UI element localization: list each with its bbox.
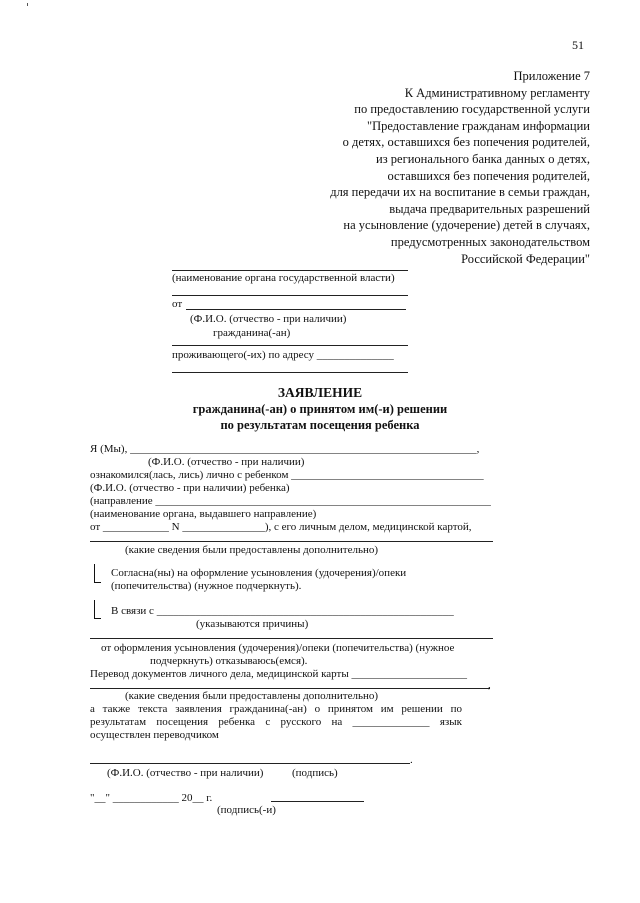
signatures-line xyxy=(271,801,364,802)
organ-line xyxy=(172,270,408,271)
scan-mark xyxy=(27,3,28,6)
agree-text-2: (попечительства) (нужное подчеркнуть). xyxy=(111,580,302,592)
appendix-line: для передачи их на воспитание в семьи граждан, xyxy=(330,185,590,200)
extra-info-caption-1: (какие сведения были предоставлены дополнительно) xyxy=(125,544,379,556)
reasons-caption: (указываются причины) xyxy=(196,618,309,630)
organ-direction-caption: (наименование органа, выдавшего направление) xyxy=(90,508,317,520)
appendix-line: по предоставлению государственной услуги xyxy=(354,102,590,117)
extra-info-caption-2: (какие сведения были предоставлены дополнительно) xyxy=(125,690,379,702)
from-line xyxy=(186,309,406,310)
appendix-line: предусмотренных законодательством xyxy=(390,234,590,249)
acquainted-line: ознакомился(лась, лись) лично с ребенком ___________________________________ xyxy=(90,469,484,481)
document-title: ЗАЯВЛЕНИЕ xyxy=(277,385,363,400)
comma: , xyxy=(488,679,491,691)
appendix-line: из регионального банка данных о детях, xyxy=(376,151,590,166)
document-subtitle-1: гражданина(-ан) о принятом им(-и) решении xyxy=(192,402,448,416)
organ-caption: (наименование органа государственной власти) xyxy=(172,272,395,284)
page-number: 51 xyxy=(572,38,584,52)
from-label: от xyxy=(172,298,183,310)
appendix-line: Российской Федерации" xyxy=(461,251,590,266)
appendix-line: оставшихся без попечения родителей, xyxy=(387,168,590,183)
dot: . xyxy=(410,754,413,766)
extra-info-line-2 xyxy=(90,688,490,689)
signature-line xyxy=(90,763,410,764)
appendix-line: К Административному регламенту xyxy=(404,85,590,100)
agree-checkbox[interactable] xyxy=(94,564,101,583)
fio-sign-caption: (Ф.И.О. (отчество - при наличии) xyxy=(107,767,264,779)
appendix-line: о детях, оставшихся без попечения родителей, xyxy=(342,135,590,150)
appendix-block xyxy=(330,68,590,267)
applicant-line xyxy=(172,345,408,346)
due-to-line: В связи с ______________________________________________________ xyxy=(111,605,454,617)
sign-caption: (подпись) xyxy=(292,767,338,779)
from-date-line: от ____________ N _______________), с его личным делом, медицинской картой, xyxy=(90,521,472,533)
signatures-caption: (подпись(-и) xyxy=(217,804,276,816)
reasons-line xyxy=(90,638,493,639)
we-line: Я (Мы), _______________________________________________________________, xyxy=(90,443,480,455)
refuse-text-2: подчеркнуть) отказываюсь(емся). xyxy=(150,655,308,667)
document-subtitle-2: по результатам посещения ребенка xyxy=(220,418,420,432)
applicant-fio-caption: (Ф.И.О. (отчество - при наличии) xyxy=(190,313,347,325)
translation-line: Перевод документов личного дела, медицинской карты _____________________ xyxy=(90,668,467,680)
address-line xyxy=(172,372,408,373)
appendix-line: Приложение 7 xyxy=(513,69,590,83)
appendix-line: выдача предварительных разрешений xyxy=(389,201,590,216)
agree-text-1: Согласна(ны) на оформление усыновления (удочерения)/опеки xyxy=(111,567,407,579)
applicant-caption: гражданина(-ан) xyxy=(213,327,291,339)
address-label: проживающего(-их) по адресу ______________ xyxy=(172,349,394,361)
child-fio-caption: (Ф.И.О. (отчество - при наличии) ребенка) xyxy=(90,482,290,494)
also-text: а также текста заявления гражданина(-ан) о принятом им решении по результатам посещения ребенка с русского на ______________ язык осуществлен переводчиком xyxy=(90,703,462,741)
appendix-line: на усыновление (удочерение) детей в случаях, xyxy=(343,218,590,233)
date-line: "__" ____________ 20__ г. xyxy=(90,792,213,804)
organ-line-2 xyxy=(172,295,408,296)
fio-caption: (Ф.И.О. (отчество - при наличии) xyxy=(148,456,305,468)
refuse-text-1: от оформления усыновления (удочерения)/опеки (попечительства) (нужное xyxy=(101,642,455,654)
appendix-line: "Предоставление гражданам информации xyxy=(367,118,590,133)
due-to-checkbox[interactable] xyxy=(94,600,101,619)
extra-info-line-1 xyxy=(90,541,493,542)
direction-line: (направление _____________________________________________________________ xyxy=(90,495,491,507)
